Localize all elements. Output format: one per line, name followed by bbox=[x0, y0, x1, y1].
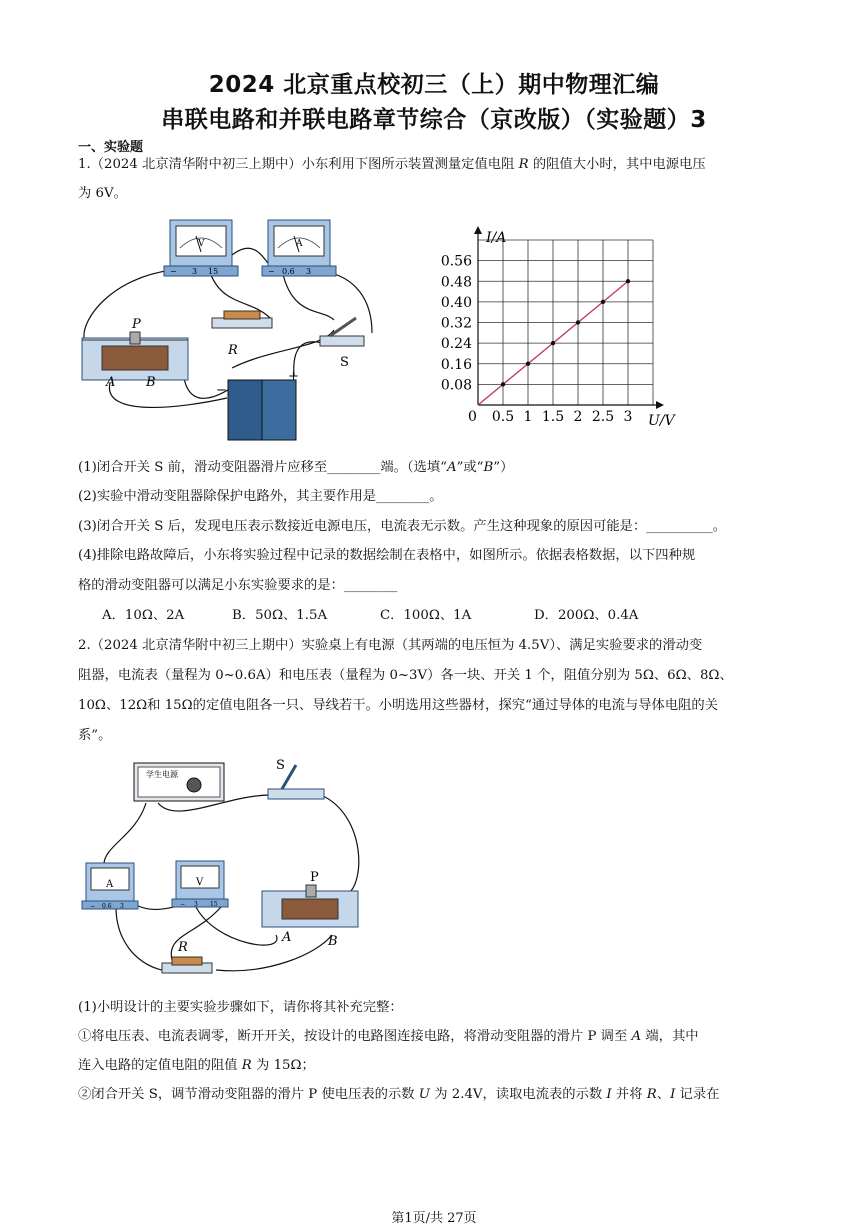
iu-chart bbox=[430, 220, 690, 435]
svg-text:15: 15 bbox=[210, 901, 218, 908]
q1-sub2: (2)实验中滑动变阻器除保护电路外，其主要作用是________。 bbox=[78, 489, 443, 504]
origin-label: 0 bbox=[468, 409, 477, 425]
voltmeter-1 bbox=[164, 220, 238, 276]
svg-text:V: V bbox=[196, 877, 204, 888]
choice-a: A．10Ω、2A bbox=[102, 608, 185, 623]
data-point bbox=[551, 341, 555, 345]
resistor-R bbox=[212, 311, 272, 358]
q1-sub3: (3)闭合开关 S 后，发现电压表示数接近电源电压，电流表无示数。产生这种现象的原因可能是：__________。 bbox=[78, 519, 727, 534]
svg-text:A: A bbox=[106, 375, 116, 390]
q2-step-intro: (1)小明设计的主要实验步骤如下，请你将其补充完整： bbox=[78, 1000, 403, 1015]
data-point bbox=[501, 382, 505, 386]
battery-1 bbox=[216, 369, 299, 440]
q2-line1: 2.（2024 北京清华附中初三上期中）实验桌上有电源（其两端的电压恒为 4.5V）、满足实验要求的滑动变 bbox=[78, 638, 703, 653]
svg-text:R: R bbox=[178, 940, 188, 955]
x-tick-label: 2.5 bbox=[591, 409, 615, 425]
y-tick-label: 0.56 bbox=[440, 253, 472, 270]
ammeter-1 bbox=[262, 220, 336, 276]
y-tick-label: 0.24 bbox=[440, 336, 472, 353]
chart-axes bbox=[474, 226, 677, 429]
q1-intro-line2: 为 6V。 bbox=[78, 186, 127, 201]
svg-text:A: A bbox=[282, 930, 292, 945]
svg-text:−: − bbox=[216, 383, 227, 398]
svg-text:3: 3 bbox=[192, 267, 198, 276]
q2-line4: 系”。 bbox=[78, 728, 112, 743]
q1-sub1: (1)闭合开关 S 前，滑动变阻器滑片应移至________端。（选填“A”或“B”） bbox=[78, 460, 514, 475]
x-tick-label: 1.5 bbox=[541, 409, 565, 425]
x-tick-label: 2 bbox=[573, 409, 583, 425]
y-tick-label: 0.48 bbox=[440, 274, 472, 291]
svg-text:P: P bbox=[132, 317, 141, 332]
voltmeter-label: V bbox=[198, 239, 205, 249]
svg-text:15: 15 bbox=[208, 267, 219, 276]
power-supply bbox=[134, 763, 224, 801]
rheostat-1 bbox=[82, 317, 188, 390]
q2-circuit-figure bbox=[76, 755, 376, 985]
chart-series bbox=[478, 279, 630, 405]
choice-b: B．50Ω、1.5A bbox=[232, 608, 328, 623]
y-tick-label: 0.08 bbox=[440, 377, 472, 394]
data-point bbox=[576, 320, 580, 324]
q1-intro: 1.（2024 北京清华附中初三上期中）小东利用下图所示装置测量定值电阻 R 的阻值大小时，其中电源电压 bbox=[78, 157, 706, 172]
svg-text:B: B bbox=[328, 934, 338, 949]
resistor-R-2 bbox=[162, 940, 212, 973]
svg-text:−: − bbox=[90, 903, 96, 910]
svg-text:3: 3 bbox=[306, 267, 312, 276]
y-tick-label: 0.16 bbox=[440, 356, 472, 373]
doc-title-line2: 串联电路和并联电路章节综合（京改版）（实验题）3 bbox=[161, 107, 707, 133]
svg-text:0.6: 0.6 bbox=[102, 903, 112, 910]
ammeter-label: A bbox=[296, 239, 303, 249]
y-tick-label: 0.40 bbox=[440, 294, 472, 311]
y-tick-label: 0.32 bbox=[440, 315, 472, 332]
voltmeter-2 bbox=[172, 861, 228, 908]
q2-step1: ①将电压表、电流表调零，断开开关，按设计的电路图连接电路，将滑动变阻器的滑片 P 调至 A 端，其中 bbox=[78, 1029, 699, 1044]
y-axis-arrow bbox=[474, 226, 482, 234]
svg-text:B: B bbox=[146, 375, 156, 390]
choice-d: D．200Ω、0.4A bbox=[534, 608, 639, 623]
svg-text:+: + bbox=[288, 369, 299, 384]
x-axis-label: U/V bbox=[648, 413, 675, 429]
q2-line2: 阻器，电流表（量程为 0~0.6A）和电压表（量程为 0~3V）各一块、开关 1 个，阻值分别为 5Ω、6Ω、8Ω、 bbox=[78, 668, 733, 683]
q1-circuit-figure bbox=[72, 208, 402, 448]
svg-text:−: − bbox=[268, 267, 275, 276]
x-tick-label: 1 bbox=[523, 409, 533, 425]
doc-title-line1: 2024 北京重点校初三（上）期中物理汇编 bbox=[208, 72, 660, 98]
chart-ticks bbox=[441, 254, 633, 425]
x-tick-label: 0.5 bbox=[491, 409, 515, 425]
svg-text:0.6: 0.6 bbox=[282, 267, 295, 276]
svg-text:R: R bbox=[228, 343, 238, 358]
svg-text:3: 3 bbox=[194, 901, 198, 908]
x-axis-arrow bbox=[656, 401, 664, 409]
power-supply-label: 学生电源 bbox=[146, 770, 178, 779]
page-footer: 第1页/共 27页 bbox=[391, 1211, 477, 1226]
data-point bbox=[626, 279, 630, 283]
svg-text:−: − bbox=[180, 901, 186, 908]
chart-grid bbox=[478, 240, 653, 405]
svg-text:−: − bbox=[170, 267, 177, 276]
choice-c: C．100Ω、1A bbox=[380, 608, 472, 623]
data-point bbox=[526, 362, 530, 366]
y-axis-label: I/A bbox=[486, 230, 507, 246]
data-point bbox=[601, 300, 605, 304]
svg-text:P: P bbox=[310, 870, 319, 885]
svg-text:3: 3 bbox=[120, 903, 124, 910]
svg-text:S: S bbox=[276, 758, 285, 773]
x-tick-label: 3 bbox=[623, 409, 633, 425]
svg-text:S: S bbox=[340, 355, 349, 370]
q1-sub4: (4)排除电路故障后，小东将实验过程中记录的数据绘制在表格中，如图所示。依据表格数据，以下四种规 bbox=[78, 548, 696, 563]
q2-step2: ②闭合开关 S，调节滑动变阻器的滑片 P 使电压表的示数 U 为 2.4V，读取电流表的示数 I 并将 R、I 记录在 bbox=[78, 1087, 720, 1102]
q2-step1-line2: 连入电路的定值电阻的阻值 R 为 15Ω； bbox=[78, 1058, 315, 1073]
q2-line3: 10Ω、12Ω和 15Ω的定值电阻各一只、导线若干。小明选用这些器材，探究“通过导体的电流与导体电阻的关 bbox=[78, 698, 719, 713]
svg-text:A: A bbox=[106, 879, 114, 890]
section-heading: 一、实验题 bbox=[78, 140, 144, 155]
switch-S bbox=[320, 318, 364, 370]
q1-sub4-line2: 格的滑动变阻器可以满足小东实验要求的是：________ bbox=[78, 578, 398, 593]
switch-S-2 bbox=[268, 758, 324, 799]
ammeter-2 bbox=[82, 863, 138, 910]
